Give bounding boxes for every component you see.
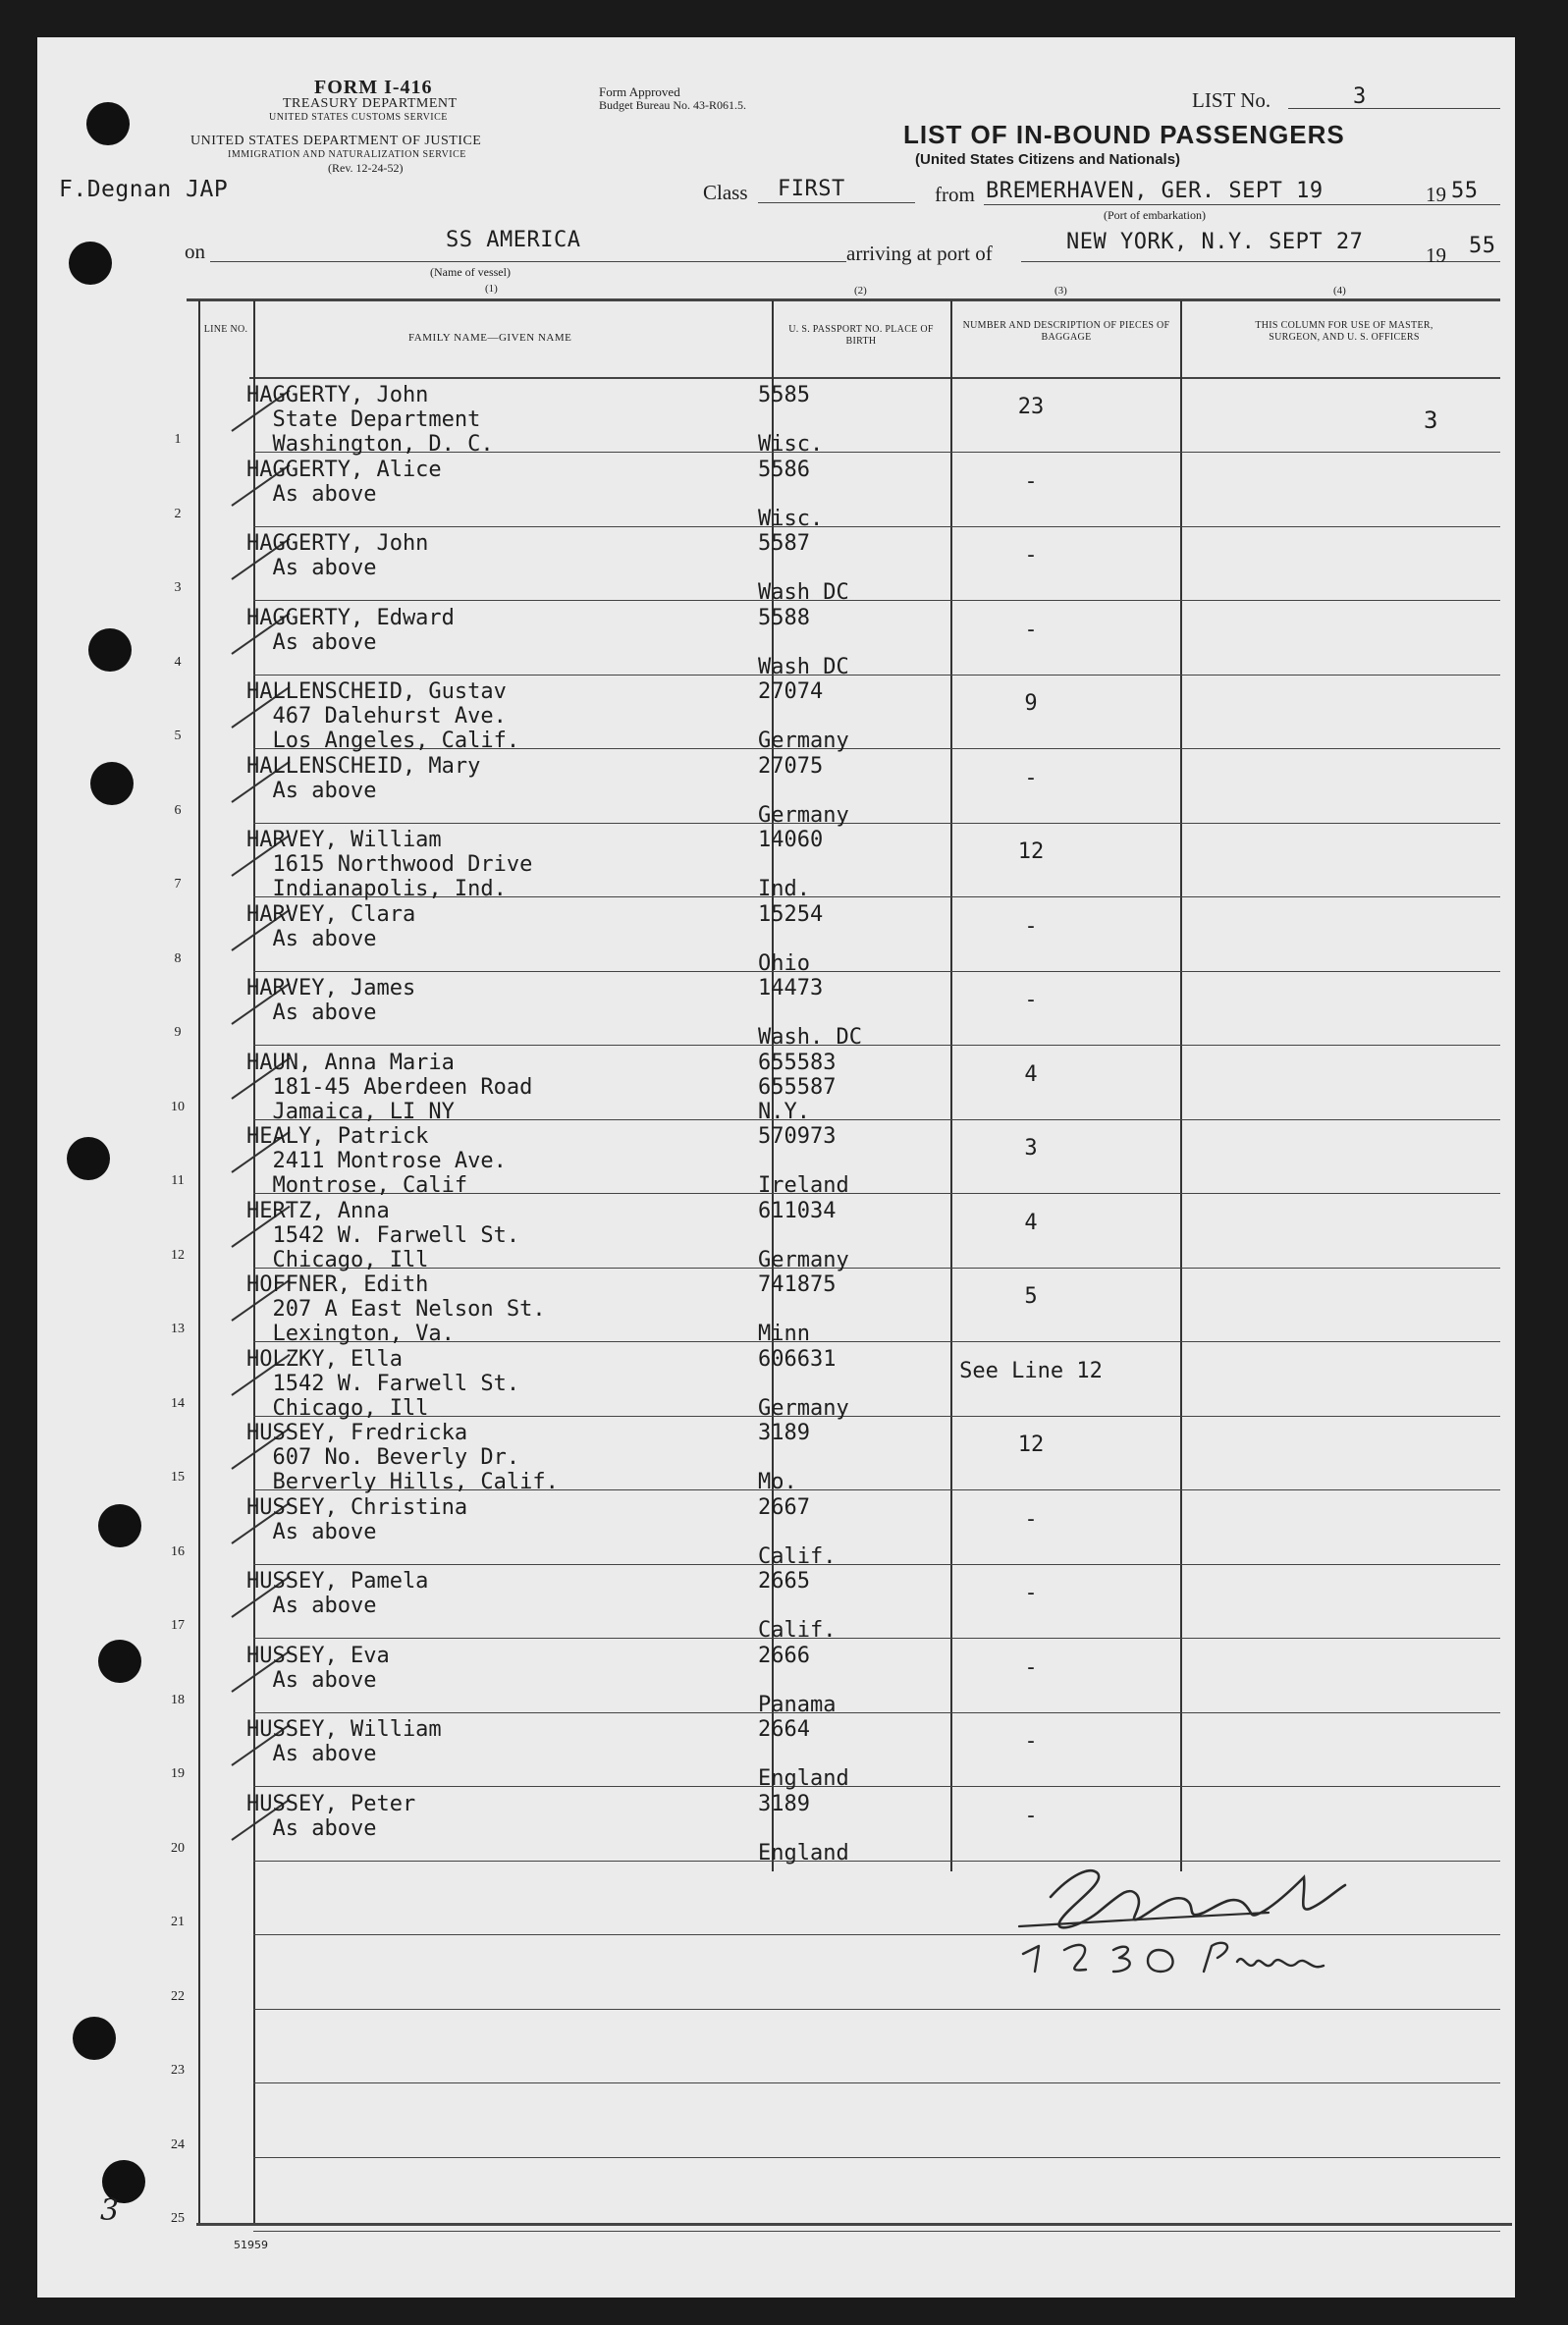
passenger-address: Los Angeles, Calif. bbox=[246, 729, 520, 753]
passenger-address: 181-45 Aberdeen Road bbox=[246, 1074, 533, 1100]
column-number-3: (3) bbox=[1054, 285, 1067, 297]
passenger-name: HALLENSCHEID, Mary bbox=[246, 753, 481, 779]
passenger-address: 607 No. Beverly Dr. bbox=[246, 1445, 520, 1470]
passenger-address: 467 Dalehurst Ave. bbox=[246, 704, 507, 729]
passenger-name-cell bbox=[246, 531, 428, 580]
passenger-name: HUSSEY, Eva bbox=[246, 1643, 390, 1668]
table-row bbox=[0, 379, 1478, 457]
table-row bbox=[0, 2010, 1478, 2084]
place-of-birth: Ind. bbox=[758, 877, 810, 901]
passenger-name: HAGGERTY, Alice bbox=[246, 457, 442, 482]
line-number: 9 bbox=[174, 1025, 182, 1040]
passport-number: 27074 bbox=[758, 679, 824, 704]
line-number: 8 bbox=[174, 950, 182, 966]
passport-number: 2664 bbox=[758, 1717, 810, 1742]
passport-cell bbox=[758, 1717, 905, 1791]
line-number: 12 bbox=[171, 1247, 185, 1263]
place-of-birth: Ireland bbox=[758, 1173, 849, 1198]
list-number: 3 bbox=[1353, 84, 1367, 109]
place-of-birth: Wash DC bbox=[758, 654, 849, 679]
passenger-address: Indianapolis, Ind. bbox=[246, 877, 507, 901]
revision: (Rev. 12-24-52) bbox=[328, 161, 404, 175]
header-line-no: LINE NO. bbox=[203, 324, 248, 335]
form-number: FORM I-416 bbox=[314, 77, 433, 98]
baggage-count: 3 bbox=[1024, 1136, 1038, 1161]
line-number: 19 bbox=[171, 1766, 185, 1781]
table-row bbox=[0, 898, 1478, 976]
passenger-address: As above bbox=[246, 1815, 377, 1841]
passenger-name-cell bbox=[246, 458, 442, 507]
class-underline bbox=[758, 202, 915, 203]
passport-cell bbox=[758, 1346, 905, 1421]
place-of-birth: Germany bbox=[758, 1395, 849, 1421]
passenger-address: As above bbox=[246, 629, 377, 655]
passenger-address: As above bbox=[246, 1519, 377, 1544]
form-subtitle: (United States Citizens and Nationals) bbox=[915, 151, 1181, 168]
table-row bbox=[0, 1343, 1478, 1421]
passport-cell bbox=[758, 531, 905, 605]
table-row bbox=[0, 1640, 1478, 1717]
passenger-name-cell bbox=[246, 1569, 428, 1618]
arriving-label: arriving at port of bbox=[846, 242, 993, 265]
header-passport: U. S. PASSPORT NO. PLACE OF BIRTH bbox=[788, 324, 934, 347]
baggage-count: 4 bbox=[1024, 1210, 1038, 1235]
list-label: LIST No. bbox=[1192, 88, 1271, 112]
line-number: 2 bbox=[174, 506, 182, 521]
passport-number: 606631 bbox=[758, 1346, 837, 1372]
passenger-name-cell bbox=[246, 383, 494, 457]
passenger-address: 2411 Montrose Ave. bbox=[246, 1149, 507, 1173]
baggage-count: 12 bbox=[1017, 839, 1045, 864]
baggage-count: 23 bbox=[1017, 395, 1045, 419]
passenger-address: Montrose, Calif bbox=[246, 1173, 468, 1198]
place-of-birth: Panama bbox=[758, 1692, 837, 1717]
passenger-name-cell bbox=[246, 606, 455, 655]
table-top-border bbox=[187, 298, 1500, 301]
punch-hole bbox=[86, 102, 130, 145]
class-value: FIRST bbox=[778, 177, 845, 201]
baggage-count: See Line 12 bbox=[959, 1358, 1103, 1383]
passenger-address: As above bbox=[246, 1742, 377, 1766]
passenger-name-cell bbox=[246, 1792, 415, 1841]
table-row bbox=[0, 2084, 1478, 2159]
on-label: on bbox=[185, 240, 205, 263]
clerk-annotation: F.Degnan JAP bbox=[59, 177, 229, 202]
passport-cell bbox=[758, 901, 905, 976]
line-number: 6 bbox=[174, 802, 182, 818]
passenger-address: As above bbox=[246, 1000, 377, 1025]
baggage-count: - bbox=[1024, 1581, 1038, 1605]
passport-number: 2665 bbox=[758, 1569, 810, 1594]
baggage-count: - bbox=[1024, 617, 1038, 642]
line-number: 13 bbox=[171, 1322, 185, 1336]
baggage-count: - bbox=[1024, 765, 1038, 790]
arrival-port: NEW YORK, N.Y. SEPT 27 bbox=[1066, 230, 1364, 254]
baggage-count: - bbox=[1024, 1803, 1038, 1828]
passenger-name: HAGGERTY, Edward bbox=[246, 605, 455, 630]
passenger-name: HUSSEY, Pamela bbox=[246, 1569, 429, 1594]
line-number: 25 bbox=[171, 2211, 185, 2226]
passenger-address: Jamaica, LI NY bbox=[246, 1099, 455, 1124]
place-of-birth: Ohio bbox=[758, 950, 810, 976]
from-underline bbox=[984, 204, 1500, 205]
passenger-address: 1615 Northwood Drive bbox=[246, 852, 533, 877]
passport-number: 27075 bbox=[758, 753, 824, 779]
baggage-count: - bbox=[1024, 543, 1038, 568]
passport-cell bbox=[758, 679, 905, 753]
passenger-name-cell bbox=[246, 902, 415, 951]
passenger-name-cell bbox=[246, 1421, 559, 1494]
passport-number: 5585 bbox=[758, 383, 810, 407]
line-number: 11 bbox=[171, 1173, 185, 1188]
line-number: 14 bbox=[171, 1395, 185, 1411]
place-of-birth: Calif. bbox=[758, 1618, 837, 1643]
port-embarkation-caption: (Port of embarkation) bbox=[1104, 208, 1206, 222]
header-name: FAMILY NAME—GIVEN NAME bbox=[408, 332, 572, 344]
place-of-birth: England bbox=[758, 1840, 849, 1865]
table-row bbox=[0, 1120, 1478, 1198]
passenger-name-cell bbox=[246, 976, 415, 1025]
passenger-address: 1542 W. Farwell St. bbox=[246, 1222, 520, 1248]
baggage-count: - bbox=[1024, 1729, 1038, 1754]
place-of-birth: Germany bbox=[758, 729, 849, 753]
passenger-address: 1542 W. Farwell St. bbox=[246, 1371, 520, 1396]
column-number-4: (4) bbox=[1333, 285, 1346, 297]
budget-bureau: Budget Bureau No. 43-R061.5. bbox=[599, 98, 746, 112]
passenger-name: HUSSEY, Christina bbox=[246, 1494, 468, 1520]
passenger-address: Berverly Hills, Calif. bbox=[246, 1470, 559, 1494]
passport-cell bbox=[758, 1050, 905, 1124]
passenger-address: Chicago, Ill bbox=[246, 1247, 429, 1272]
line-number: 5 bbox=[174, 729, 182, 743]
passport-number: 5587 bbox=[758, 531, 810, 556]
line-number: 18 bbox=[171, 1692, 185, 1707]
year-prefix-1: 19 bbox=[1426, 183, 1446, 206]
line-number: 20 bbox=[171, 1840, 185, 1856]
passenger-name-cell bbox=[246, 1644, 390, 1693]
column-number-2: (2) bbox=[854, 285, 867, 297]
passenger-name: HEALY, Patrick bbox=[246, 1124, 429, 1149]
baggage-count: - bbox=[1024, 468, 1038, 494]
form-title: LIST OF IN-BOUND PASSENGERS bbox=[903, 120, 1345, 149]
year-2: 55 bbox=[1469, 234, 1496, 258]
place-of-birth: Minn bbox=[758, 1322, 810, 1346]
baggage-count: 12 bbox=[1017, 1433, 1045, 1457]
table-row bbox=[0, 1565, 1478, 1643]
passport-cell bbox=[758, 1198, 905, 1272]
place-of-birth: Calif. bbox=[758, 1543, 837, 1569]
baggage-count: - bbox=[1024, 913, 1038, 939]
table-row bbox=[0, 972, 1478, 1050]
passport-number: 5588 bbox=[758, 605, 810, 630]
table-row bbox=[0, 527, 1478, 605]
passport-number: 14060 bbox=[758, 828, 824, 852]
line-number: 24 bbox=[171, 2136, 185, 2152]
class-label: Class bbox=[703, 181, 748, 204]
place-of-birth: Germany bbox=[758, 802, 849, 828]
table-row bbox=[0, 676, 1478, 753]
from-value: BREMERHAVEN, GER. SEPT 19 bbox=[986, 179, 1324, 203]
vessel-caption: (Name of vessel) bbox=[430, 265, 511, 279]
place-of-birth: Wash DC bbox=[758, 580, 849, 605]
passenger-name: HARVEY, James bbox=[246, 976, 416, 1000]
passenger-address: As above bbox=[246, 778, 377, 803]
passenger-name-cell bbox=[246, 1347, 519, 1421]
vessel-underline bbox=[210, 261, 846, 262]
passenger-name: HAUN, Anna Maria bbox=[246, 1050, 455, 1075]
passenger-name: HALLENSCHEID, Gustav bbox=[246, 679, 507, 704]
baggage-count: - bbox=[1024, 988, 1038, 1012]
year-prefix-2: 19 bbox=[1426, 243, 1446, 267]
passenger-address: State Department bbox=[246, 407, 481, 432]
line-number: 23 bbox=[171, 2063, 185, 2078]
passport-number: 14473 bbox=[758, 976, 824, 1000]
passport-cell bbox=[758, 383, 905, 457]
passport-cell bbox=[758, 1791, 905, 1865]
officer-column-mark: 3 bbox=[1424, 406, 1438, 434]
passport-number: 570973 bbox=[758, 1124, 837, 1149]
baggage-count: 4 bbox=[1024, 1061, 1038, 1087]
passenger-name-cell bbox=[246, 1717, 442, 1766]
passport-number: 3189 bbox=[758, 1791, 810, 1816]
line-number: 3 bbox=[174, 580, 182, 595]
passenger-address: As above bbox=[246, 481, 377, 507]
year-1: 55 bbox=[1451, 179, 1479, 203]
place-of-birth: Wash. DC bbox=[758, 1025, 862, 1050]
baggage-count: - bbox=[1024, 1506, 1038, 1532]
passport-number: 611034 bbox=[758, 1198, 837, 1223]
column-number-1: (1) bbox=[485, 283, 498, 295]
line-number: 4 bbox=[174, 654, 182, 670]
vessel-name: SS AMERICA bbox=[446, 228, 581, 252]
line-number: 15 bbox=[171, 1470, 185, 1485]
table-row bbox=[0, 1491, 1478, 1569]
table-row bbox=[0, 1417, 1478, 1494]
passenger-address: 207 A East Nelson St. bbox=[246, 1297, 546, 1322]
passport-cell bbox=[758, 1494, 905, 1569]
passenger-name: HOLZKY, Ella bbox=[246, 1346, 403, 1372]
passenger-name: HARVEY, Clara bbox=[246, 901, 416, 927]
table-row bbox=[0, 2158, 1478, 2233]
passenger-name-cell bbox=[246, 1124, 507, 1198]
passport-number: 5586 bbox=[758, 457, 810, 482]
passport-cell bbox=[758, 1421, 905, 1494]
customs-service: UNITED STATES CUSTOMS SERVICE bbox=[269, 112, 448, 123]
passenger-name: HUSSEY, Peter bbox=[246, 1791, 416, 1816]
table-row bbox=[0, 824, 1478, 901]
passport-number: 655583 bbox=[758, 1050, 837, 1075]
stamp-number: 51959 bbox=[234, 2239, 268, 2251]
baggage-count: 9 bbox=[1024, 691, 1038, 716]
form-approved: Form Approved bbox=[599, 84, 680, 99]
passport-cell bbox=[758, 1569, 905, 1643]
passenger-name: HARVEY, William bbox=[246, 828, 442, 852]
table-row bbox=[0, 1788, 1478, 1863]
line-number: 21 bbox=[171, 1915, 185, 1929]
passport-cell bbox=[758, 753, 905, 828]
table-row bbox=[0, 454, 1478, 531]
line-number: 1 bbox=[174, 432, 182, 447]
passenger-name-cell bbox=[246, 679, 519, 753]
passenger-address: As above bbox=[246, 1594, 377, 1618]
table-row bbox=[0, 1269, 1478, 1346]
treasury-dept: TREASURY DEPARTMENT bbox=[283, 96, 458, 111]
place-of-birth: Germany bbox=[758, 1247, 849, 1272]
line-number: 7 bbox=[174, 877, 182, 892]
list-underline bbox=[1288, 108, 1500, 109]
place-of-birth: Mo. bbox=[758, 1470, 797, 1494]
passenger-name: HAGGERTY, John bbox=[246, 383, 429, 407]
passport-cell bbox=[758, 1124, 905, 1198]
passenger-name-cell bbox=[246, 1272, 546, 1346]
table-row bbox=[0, 1047, 1478, 1124]
justice-dept: UNITED STATES DEPARTMENT OF JUSTICE bbox=[190, 134, 482, 148]
passenger-address: Chicago, Ill bbox=[246, 1395, 429, 1421]
baggage-count: 5 bbox=[1024, 1284, 1038, 1309]
line-number: 22 bbox=[171, 1988, 185, 2004]
place-of-birth: Wisc. bbox=[758, 506, 824, 531]
passenger-address: As above bbox=[246, 556, 377, 580]
passport-number: 2666 bbox=[758, 1643, 810, 1668]
line-number: 10 bbox=[171, 1099, 185, 1114]
baggage-count: - bbox=[1024, 1654, 1038, 1680]
ins-service: IMMIGRATION AND NATURALIZATION SERVICE bbox=[228, 149, 466, 160]
passport-cell bbox=[758, 605, 905, 679]
place-of-birth: N.Y. bbox=[758, 1099, 810, 1124]
passenger-name-cell bbox=[246, 1051, 532, 1124]
header-officers: THIS COLUMN FOR USE OF MASTER, SURGEON, AND U. S. OFFICERS bbox=[1255, 320, 1433, 343]
table-row bbox=[0, 1713, 1478, 1791]
row-divider bbox=[253, 2231, 1500, 2232]
header-baggage: NUMBER AND DESCRIPTION OF PIECES OF BAGGAGE bbox=[962, 320, 1170, 343]
passport-cell bbox=[758, 828, 905, 901]
table-row bbox=[0, 750, 1478, 828]
passenger-name-cell bbox=[246, 1199, 519, 1272]
passenger-name: HUSSEY, Fredricka bbox=[246, 1421, 468, 1445]
passenger-name: HERTZ, Anna bbox=[246, 1198, 390, 1223]
from-label: from bbox=[935, 183, 975, 206]
line-number: 17 bbox=[171, 1618, 185, 1633]
passenger-name-cell bbox=[246, 1495, 467, 1544]
passport-cell bbox=[758, 1272, 905, 1346]
place-of-birth: Wisc. bbox=[758, 432, 824, 457]
passport-number: 3189 bbox=[758, 1421, 810, 1445]
table-row bbox=[0, 1195, 1478, 1270]
passenger-name-cell bbox=[246, 754, 480, 803]
passenger-address: As above bbox=[246, 926, 377, 951]
passenger-name: HOFFNER, Edith bbox=[246, 1272, 429, 1297]
passenger-address: As above bbox=[246, 1667, 377, 1693]
place-of-birth: England bbox=[758, 1766, 849, 1791]
officer-signature bbox=[1011, 1856, 1404, 1983]
margin-handwritten-mark: 3 bbox=[100, 2193, 120, 2228]
passport-cell bbox=[758, 976, 905, 1050]
passport-cell bbox=[758, 457, 905, 531]
punch-hole bbox=[69, 242, 112, 285]
passenger-name: HAGGERTY, John bbox=[246, 531, 429, 556]
passenger-address: Washington, D. C. bbox=[246, 432, 494, 457]
table-row bbox=[0, 602, 1478, 679]
passport-number: 741875 bbox=[758, 1272, 837, 1297]
line-number: 16 bbox=[171, 1543, 185, 1559]
passport-number: 2667 bbox=[758, 1494, 810, 1520]
passenger-address: Lexington, Va. bbox=[246, 1322, 455, 1346]
passport-number: 15254 bbox=[758, 901, 824, 927]
passport-number-corrected: 655587 bbox=[758, 1074, 837, 1100]
passport-cell bbox=[758, 1643, 905, 1717]
passenger-name: HUSSEY, William bbox=[246, 1717, 442, 1742]
passenger-name-cell bbox=[246, 828, 532, 901]
